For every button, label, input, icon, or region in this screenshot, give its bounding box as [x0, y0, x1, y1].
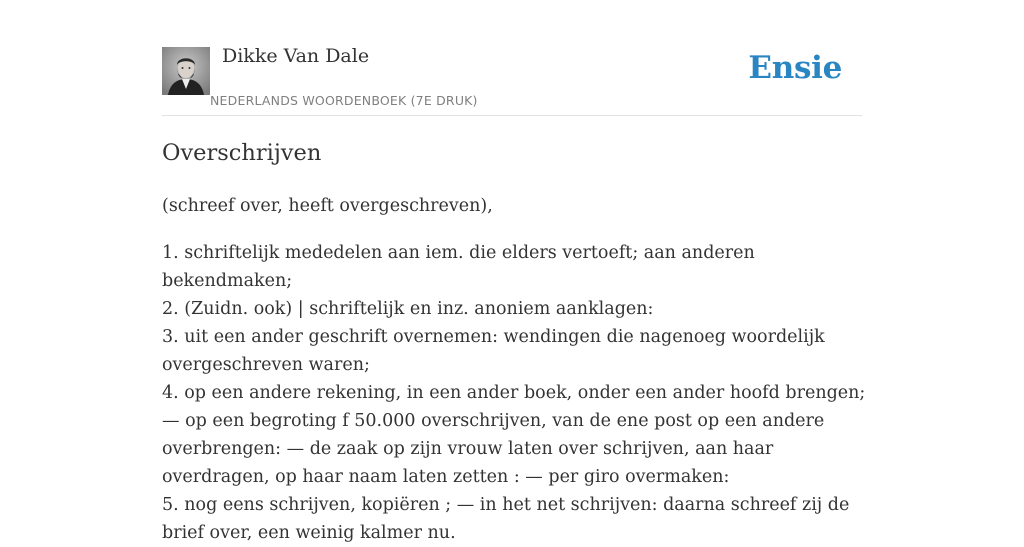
definition-item: 1. schriftelijk mededelen aan iem. die elders vertoeft; aan anderen bekendmaken;: [162, 243, 755, 291]
brand-logo[interactable]: Ensie: [748, 50, 842, 86]
definition-item: 3. uit een ander geschrift overnemen: wendingen die nagenoeg woordelijk overgeschreven waren;: [162, 327, 825, 375]
header: [162, 0, 862, 116]
entry-title: Overschrijven: [162, 140, 322, 166]
portrait-icon: [162, 47, 210, 95]
definition-item: 5. nog eens schrijven, kopiëren ; — in het net schrijven: daarna schreef zij de brief over, een weinig kalmer nu.: [162, 495, 850, 543]
source-label: NEDERLANDS WOORDENBOEK (7E DRUK): [210, 93, 478, 108]
entry-content: [162, 192, 866, 547]
author-name[interactable]: Dikke Van Dale: [222, 45, 370, 67]
author-avatar[interactable]: [162, 47, 210, 95]
definition-item: 4. op een andere rekening, in een ander boek, onder een ander hoofd brengen; — op een begroting f 50.000 overschrijven, van de ene post op een andere overbrengen: — de zaak op zijn vrouw laten over schrijven, aan haar overdragen, op haar naam laten zetten : — per giro overmaken:: [162, 383, 866, 487]
definition-item: 2. (Zuidn. ook) | schriftelijk en inz. anoniem aanklagen:: [162, 299, 654, 319]
entry-forms: (schreef over, heeft overgeschreven),: [162, 196, 493, 216]
